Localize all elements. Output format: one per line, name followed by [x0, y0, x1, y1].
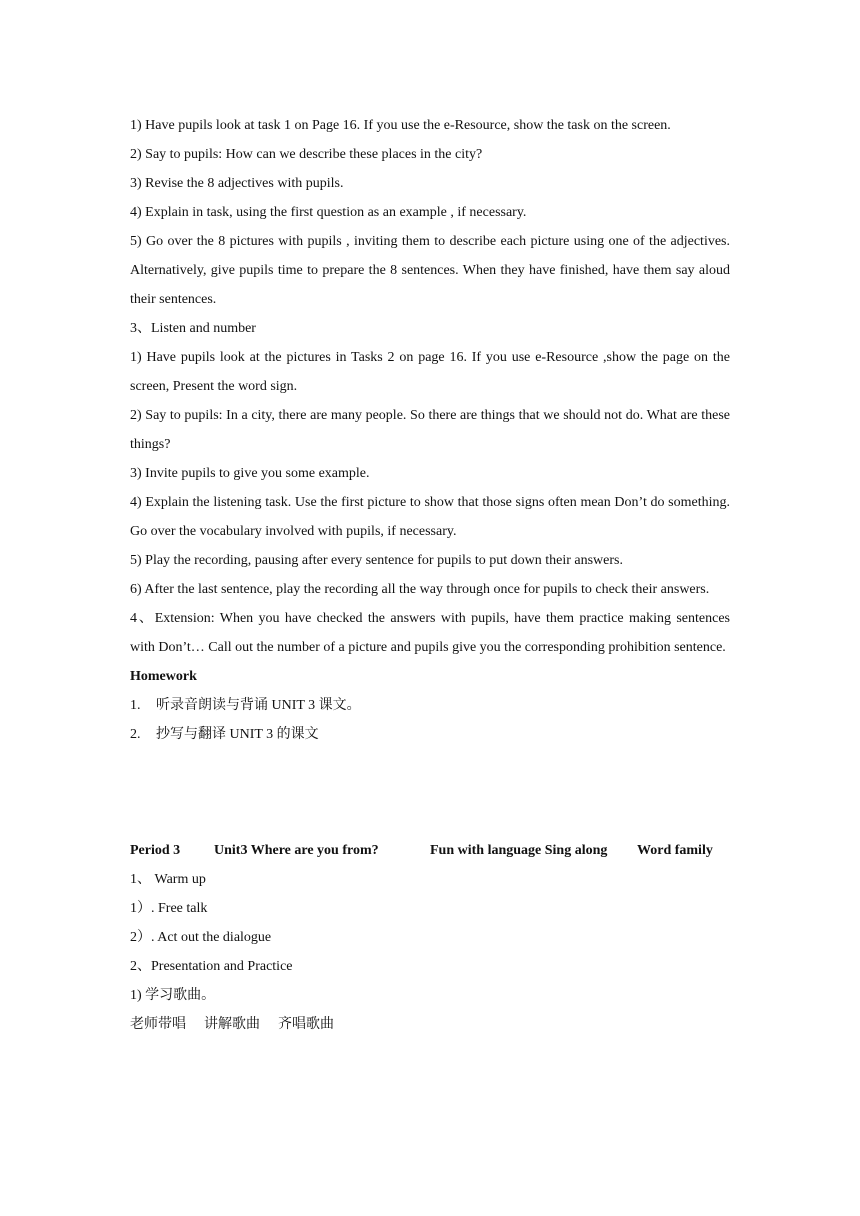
homework-item-number: 2.: [130, 727, 141, 742]
homework-item-text: 听录音朗读与背诵 UNIT 3 课文。: [156, 698, 361, 713]
extension-paragraph: 4、Extension: When you have checked the answers with pupils, have them practice making sentences with Don’t… Call out the number of a picture and pupils give you the corresponding prohibition sentence.: [130, 611, 730, 655]
listen-step-4: 4) Explain the listening task. Use the first picture to show that those signs often mean Don’t do something. Go over the vocabulary involved with pupils, if necessary.: [130, 495, 730, 539]
song-activities: [130, 1010, 730, 1039]
task1-step-5: 5) Go over the 8 pictures with pupils , inviting them to describe each picture using one of the adjectives. Alternatively, give pupils time to prepare the 8 sentences. When they have finished, have them say aloud their sentences.: [130, 234, 730, 307]
free-talk: 1）. Free talk: [130, 901, 208, 916]
listen-step-6: 6) After the last sentence, play the recording all the way through once for pupils to check their answers.: [130, 582, 710, 597]
listen-step-2: 2) Say to pupils: In a city, there are many people. So there are things that we should not do. What are these things?: [130, 408, 730, 452]
task1-step-3: 3) Revise the 8 adjectives with pupils.: [130, 176, 344, 191]
homework-item-number: 1.: [130, 698, 141, 713]
song-step: 1) 学习歌曲。: [130, 988, 216, 1003]
homework-title: Homework: [130, 669, 197, 684]
song-activity: 老师带唱: [130, 1017, 186, 1032]
listen-step-3: 3) Invite pupils to give you some example.: [130, 466, 370, 481]
period-label: Period 3: [130, 843, 181, 858]
listen-step-1: 1) Have pupils look at the pictures in Tasks 2 on page 16. If you use e-Resource ,show the page on the screen, Present the word sign.: [130, 350, 730, 394]
song-activity: 齐唱歌曲: [278, 1017, 334, 1032]
period-topics: Fun with language Sing along: [430, 843, 608, 858]
document-body: [130, 111, 730, 1039]
task1-step-1: 1) Have pupils look at task 1 on Page 16. If you use the e-Resource, show the task on the screen.: [130, 118, 671, 133]
period-word-family: Word family: [637, 843, 713, 858]
homework-item-text: 抄写与翻译 UNIT 3 的课文: [156, 727, 319, 742]
homework-item: [130, 720, 730, 749]
homework-item: [130, 691, 730, 720]
listen-step-5: 5) Play the recording, pausing after every sentence for pupils to put down their answers.: [130, 553, 623, 568]
presentation-heading: 2、Presentation and Practice: [130, 959, 293, 974]
act-out-dialogue: 2）. Act out the dialogue: [130, 930, 272, 945]
task1-step-4: 4) Explain in task, using the first question as an example , if necessary.: [130, 205, 527, 220]
listen-heading: 3、Listen and number: [130, 321, 256, 336]
spacer: [130, 749, 730, 836]
task1-step-2: 2) Say to pupils: How can we describe these places in the city?: [130, 147, 483, 162]
period-heading: [130, 836, 730, 865]
warm-up-heading: 1、 Warm up: [130, 872, 206, 887]
song-activity: 讲解歌曲: [204, 1017, 260, 1032]
unit-title: Unit3 Where are you from?: [214, 843, 379, 858]
